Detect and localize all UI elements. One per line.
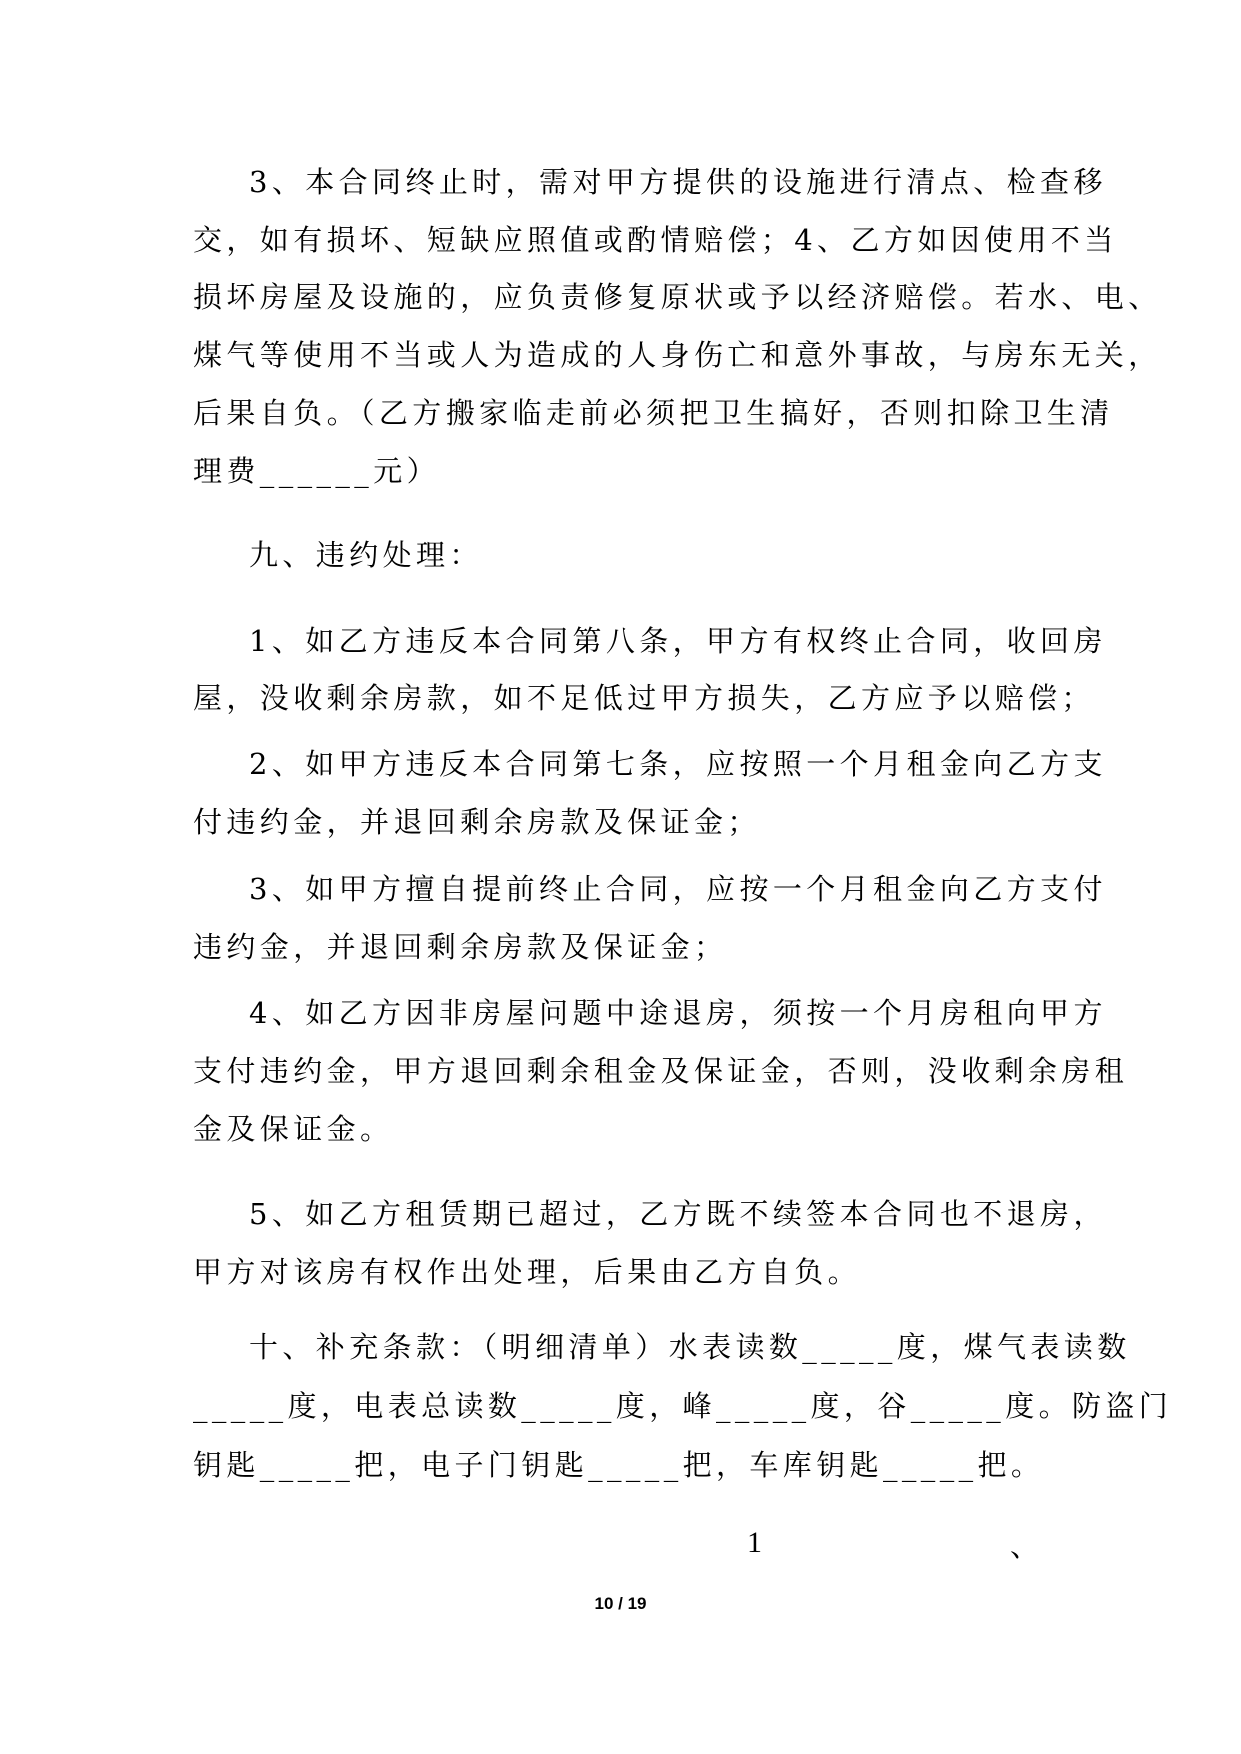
text-line: 理费______元） bbox=[193, 454, 441, 488]
text-line: 损坏房屋及设施的，应负责修复原状或予以经济赔偿。若水、电、 bbox=[193, 280, 1162, 314]
text-line: 5、如乙方租赁期已超过，乙方既不续签本合同也不退房， bbox=[249, 1197, 1107, 1231]
text-line: _____度，电表总读数_____度，峰_____度，谷_____度。防盗门 bbox=[193, 1389, 1173, 1423]
text-line: 3、如甲方擅自提前终止合同，应按一个月租金向乙方支付 bbox=[249, 872, 1107, 906]
text-line: 付违约金，并退回剩余房款及保证金； bbox=[193, 805, 761, 839]
text-line: 3、本合同终止时，需对甲方提供的设施进行清点、检查移 bbox=[249, 165, 1107, 199]
text-line: 钥匙_____把，电子门钥匙_____把，车库钥匙_____把。 bbox=[193, 1448, 1045, 1482]
text-line: 交，如有损坏、短缺应照值或酌情赔偿；4、乙方如因使用不当 bbox=[193, 223, 1118, 257]
stray-number: 1 bbox=[747, 1526, 762, 1559]
text-line: 后果自负。（乙方搬家临走前必须把卫生搞好，否则扣除卫生清 bbox=[193, 396, 1114, 430]
text-line: 违约金，并退回剩余房款及保证金； bbox=[193, 930, 728, 964]
page-number: 10 / 19 bbox=[594, 1594, 647, 1613]
text-line: 1、如乙方违反本合同第八条，甲方有权终止合同，收回房 bbox=[249, 624, 1107, 658]
text-line: 煤气等使用不当或人为造成的人身伤亡和意外事故，与房东无关， bbox=[193, 338, 1162, 372]
text-line: 金及保证金。 bbox=[193, 1112, 394, 1146]
section-heading: 九、违约处理： bbox=[249, 538, 483, 572]
text-line: 屋，没收剩余房款，如不足低过甲方损失，乙方应予以赔偿； bbox=[193, 681, 1095, 715]
text-line: 十、补充条款：（明细清单）水表读数_____度，煤气表读数 bbox=[249, 1330, 1131, 1364]
text-line: 2、如甲方违反本合同第七条，应按照一个月租金向乙方支 bbox=[249, 747, 1107, 781]
text-line: 4、如乙方因非房屋问题中途退房，须按一个月房租向甲方 bbox=[249, 996, 1107, 1030]
text-line: 支付违约金，甲方退回剩余租金及保证金，否则，没收剩余房租 bbox=[193, 1054, 1129, 1088]
text-line: 甲方对该房有权作出处理，后果由乙方自负。 bbox=[193, 1255, 862, 1289]
stray-punctuation: 、 bbox=[1010, 1529, 1040, 1563]
